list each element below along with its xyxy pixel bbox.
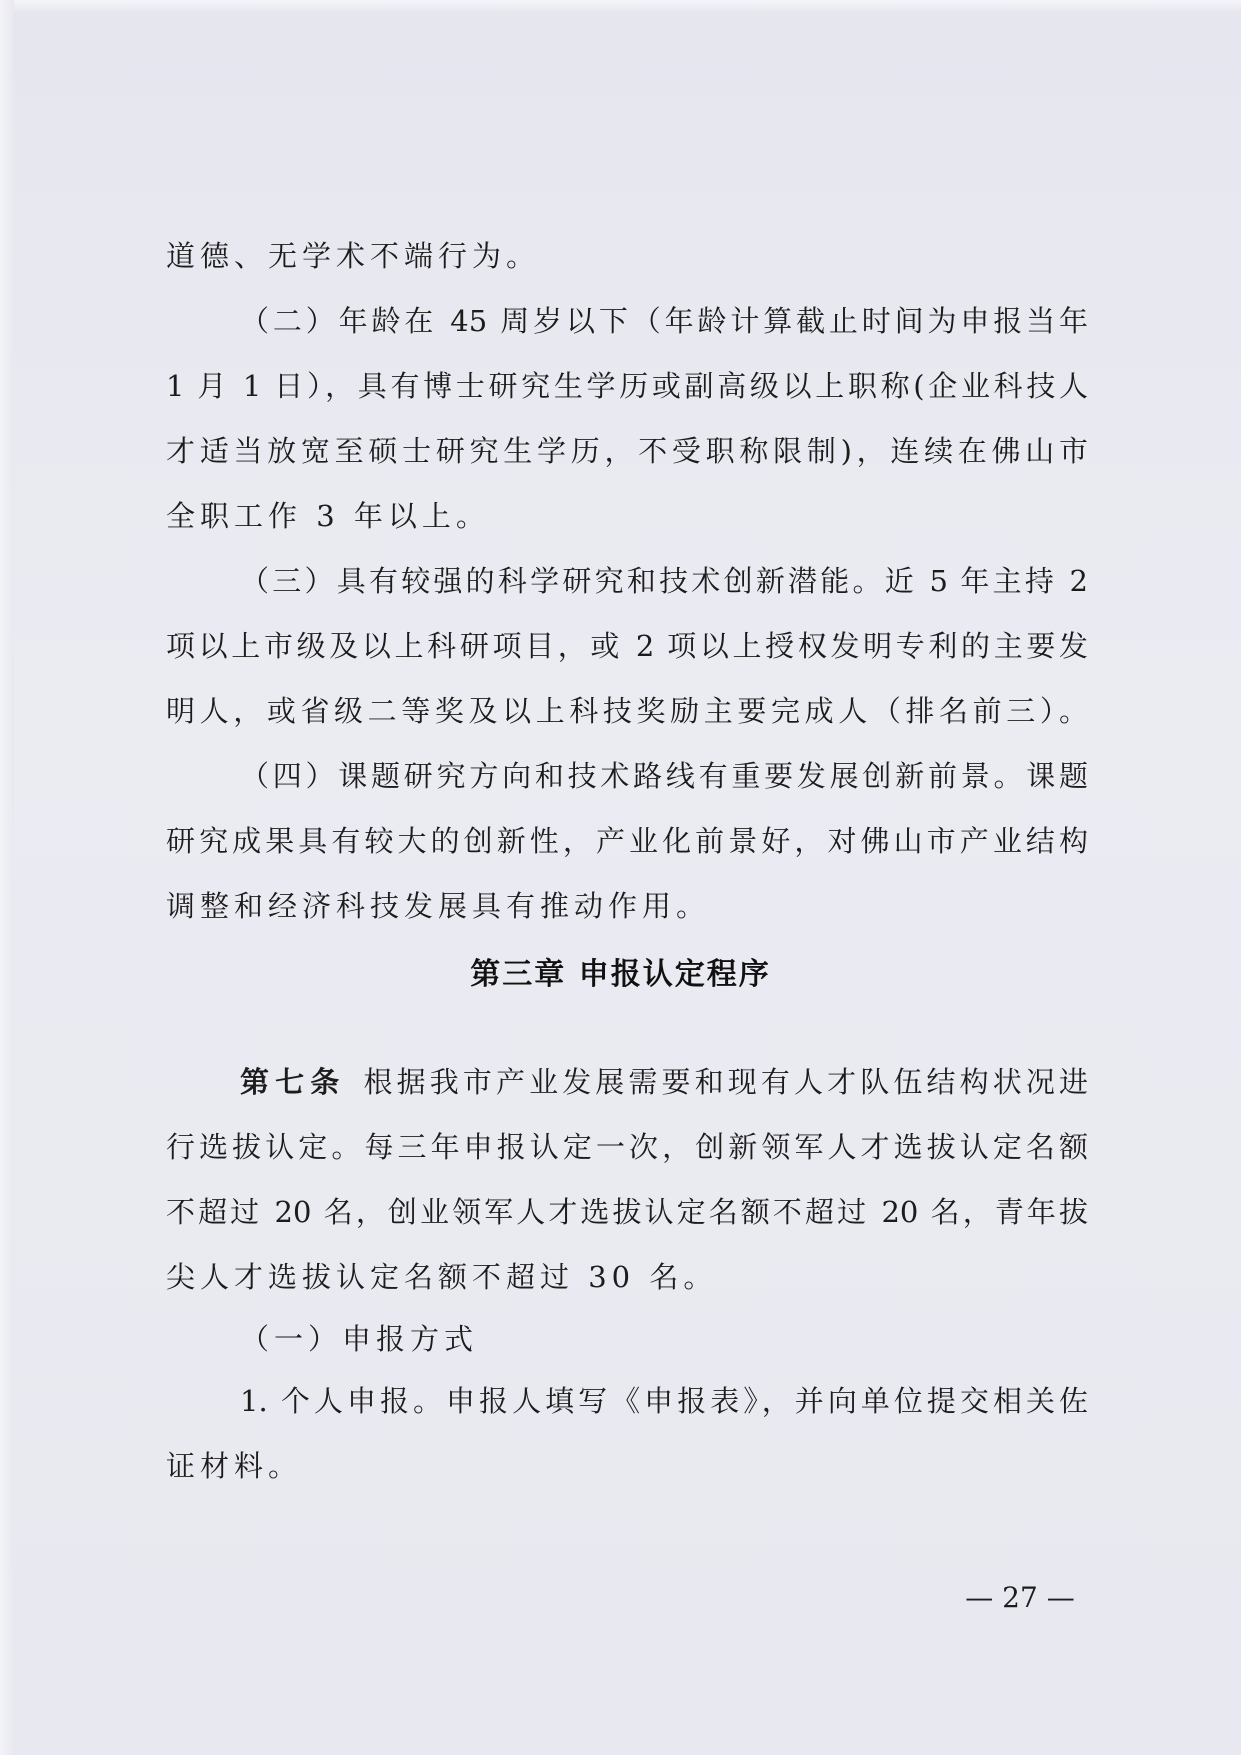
paragraph-line: 尖人才选拔认定名额不超过 30 名。 (166, 1260, 718, 1294)
article-text: 根据我市产业发展需要和现有人才队伍结构状况进 (359, 1065, 1088, 1099)
paragraph-line: 才适当放宽至硕士研究生学历，不受职称限制)，连续在佛山市 (166, 434, 1088, 468)
section-subheading: （一）申报方式 (240, 1322, 479, 1356)
paragraph-line: 明人，或省级二等奖及以上科技奖励主要完成人（排名前三）。 (166, 694, 1088, 728)
paragraph-line: 调整和经济科技发展具有推动作用。 (166, 889, 711, 923)
page-number: — 27 — (965, 1581, 1075, 1614)
paragraph-line: 不超过 20 名，创业领军人才选拔认定名额不超过 20 名，青年拔 (166, 1195, 1088, 1229)
paragraph-line: 证材料。 (166, 1449, 303, 1483)
paragraph-line: （四）课题研究方向和技术路线有重要发展创新前景。课题 (240, 759, 1088, 793)
paragraph-line: （三）具有较强的科学研究和技术创新潜能。近 5 年主持 2 (240, 564, 1088, 598)
chapter-heading: 第三章 申报认定程序 (470, 957, 771, 992)
paragraph-line: （二）年龄在 45 周岁以下（年龄计算截止时间为申报当年 (240, 304, 1088, 338)
article-first-line (240, 1062, 1088, 1102)
paragraph-line: 1. 个人申报。申报人填写《申报表》，并向单位提交相关佐 (240, 1384, 1088, 1418)
paragraph-line: 行选拔认定。每三年申报认定一次，创新领军人才选拔认定名额 (166, 1130, 1088, 1164)
paragraph-line: 项以上市级及以上科研项目，或 2 项以上授权发明专利的主要发 (166, 629, 1088, 663)
paragraph-line: 研究成果具有较大的创新性，产业化前景好，对佛山市产业结构 (166, 824, 1088, 858)
scan-edge-left (0, 0, 14, 1755)
paragraph-line: 道德、无学术不端行为。 (166, 239, 541, 273)
article-label: 第七条 (240, 1065, 346, 1099)
scan-edge-top (0, 0, 1241, 12)
paragraph-line: 1 月 1 日），具有博士研究生学历或副高级以上职称(企业科技人 (166, 369, 1088, 403)
paragraph-line: 全职工作 3 年以上。 (166, 499, 490, 533)
